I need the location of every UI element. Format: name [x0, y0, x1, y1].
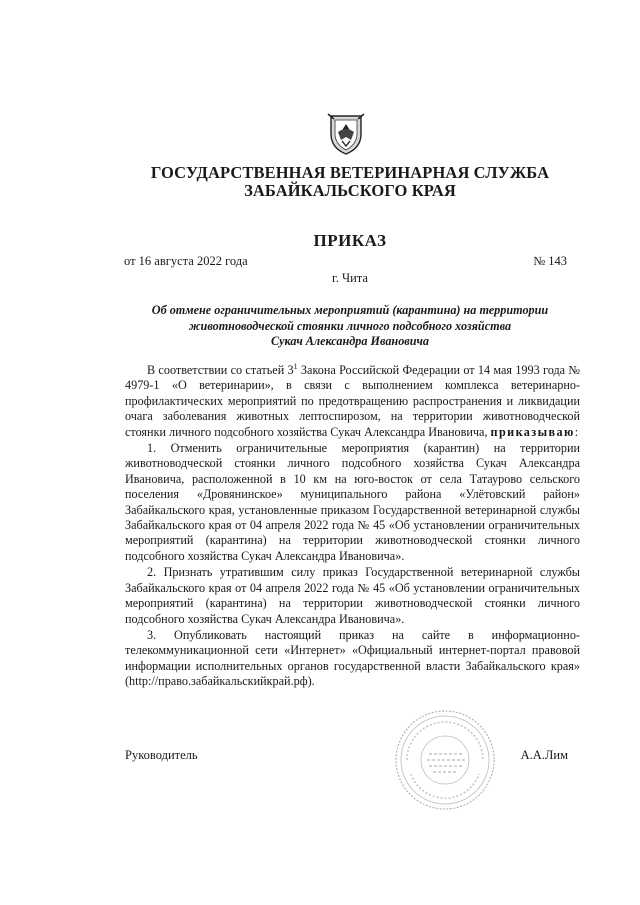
subject-line: Сукач Александра Ивановича: [270, 334, 430, 349]
order-item-3: 3. Опубликовать настоящий приказ на сайте в информационно-телекоммуникационной сети «Интернет» «Официальный интернет-портал правовой информации исполнительных органов государственной власти Забайкальского края» (http://право.забайкальскийкрай.рф).: [125, 627, 580, 689]
decree-colon: :: [574, 424, 579, 439]
signer-title: Руководитель: [125, 748, 198, 762]
order-item-2: 2. Признать утратившим силу приказ Государственной ветеринарной службы Забайкальского края от 04 апреля 2022 года № 45 «Об установлении ограничительных мероприятий (карантина) на территории животноводческой стоянки личного подсобного хозяйства Сукач Александра Ивановича».: [125, 565, 580, 626]
coat-of-arms-icon: [325, 110, 367, 156]
subject-line: Об отмене ограничительных мероприятий (карантина) на территории: [151, 303, 549, 317]
order-item-1: 1. Отменить ограничительные мероприятия (карантин) на территории животноводческой стоянки личного подсобного хозяйства Сукач Александра Ивановича, расположенной в 10 км на юго-восток от села Татаурово сельского поселения «Дровянинское» муниципального района «Улётовский район» Забайкальского края, установленные приказом Государственной ветеринарной службы Забайкальского края от 04 апреля 2022 года № 45 «Об установлении ограничительных мероприятий (карантина) на территории животноводческой стоянки личного подсобного хозяйства Сукач Александра Ивановича».: [125, 441, 580, 563]
preamble-paragraph: [125, 363, 580, 440]
document-date: от 16 августа 2022 года: [124, 254, 248, 268]
document-number: № 143: [533, 254, 567, 268]
document-type: ПРИКАЗ: [313, 231, 387, 250]
preamble-text-cont: Закона Российской Федерации от 14 мая 1993 года № 4979-1 «О ветеринарии», в связи с выполнением комплекса ветеринарно-профилактических мероприятий по предотвращению распространения и ликвидации очага заболевания животных лептоспирозом, на территории животноводческой стоянки личного подсобного хозяйства Сукач Александра Ивановича,: [125, 363, 580, 439]
subject-line: животноводческой стоянки личного подсобного хозяйства: [188, 318, 512, 333]
decree-word: приказываю: [490, 424, 575, 439]
preamble-text: В соответствии со статьей 3: [147, 363, 294, 377]
agency-name: ГОСУДАРСТВЕННАЯ ВЕТЕРИНАРНАЯ СЛУЖБА: [150, 163, 550, 182]
document-city: г. Чита: [332, 271, 368, 285]
signer-name: А.А.Лим: [520, 748, 568, 762]
document-subject: [120, 303, 580, 350]
official-seal-icon: [393, 708, 497, 812]
agency-region: ЗАБАЙКАЛЬСКОГО КРАЯ: [244, 181, 456, 200]
article-superscript: 1: [293, 361, 298, 371]
document-body: [125, 363, 580, 690]
